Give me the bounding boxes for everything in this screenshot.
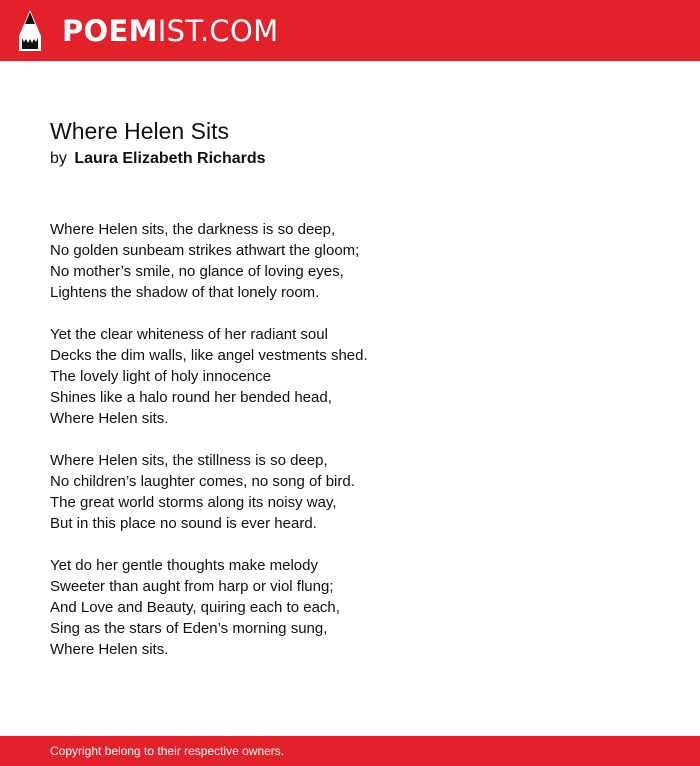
poem-line: Sing as the stars of Eden’s morning sung,	[50, 620, 328, 637]
poem-line: Lightens the shadow of that lonely room.	[50, 284, 320, 301]
poem-line: No mother’s smile, no glance of loving eyes,	[50, 263, 344, 280]
stanza	[50, 324, 650, 429]
stanza	[50, 555, 650, 660]
logo-brand-bold: POEM	[62, 14, 158, 48]
poem-line: Yet the clear whiteness of her radiant soul	[50, 326, 328, 343]
poem-line: The great world storms along its noisy way,	[50, 494, 337, 511]
stanza	[50, 450, 650, 534]
poem-line: Where Helen sits, the darkness is so deep,	[50, 221, 336, 238]
poem-line: The lovely light of holy innocence	[50, 368, 271, 385]
author-name[interactable]: Laura Elizabeth Richards	[74, 150, 266, 167]
byline-label: by	[50, 150, 67, 167]
poem-line: Yet do her gentle thoughts make melody	[50, 557, 318, 574]
poem-line: Decks the dim walls, like angel vestments shed.	[50, 347, 368, 364]
site-footer	[0, 736, 700, 766]
stanza	[50, 219, 650, 303]
poem-line: No golden sunbeam strikes athwart the gloom;	[50, 242, 360, 259]
site-logo-link[interactable]	[62, 13, 278, 49]
copyright-notice: Copyright belong to their respective owners.	[50, 744, 285, 758]
poem-line: Shines like a halo round her bended head,	[50, 389, 332, 406]
poem-line: No children’s laughter comes, no song of bird.	[50, 473, 355, 490]
poem-line: Sweeter than aught from harp or viol flung;	[50, 578, 334, 595]
poem-line: Where Helen sits.	[50, 410, 169, 427]
poem-line: But in this place no sound is ever heard.	[50, 515, 317, 532]
poem-byline	[50, 148, 266, 170]
pen-nib-icon[interactable]	[18, 10, 42, 51]
poem-line: Where Helen sits.	[50, 641, 169, 658]
poem-line: Where Helen sits, the stillness is so deep,	[50, 452, 328, 469]
poem-line: And Love and Beauty, quiring each to each,	[50, 599, 340, 616]
poem-body	[50, 219, 650, 681]
site-header	[0, 0, 700, 61]
logo-brand-light: IST.COM	[157, 14, 279, 48]
poem-title: Where Helen Sits	[50, 118, 229, 144]
